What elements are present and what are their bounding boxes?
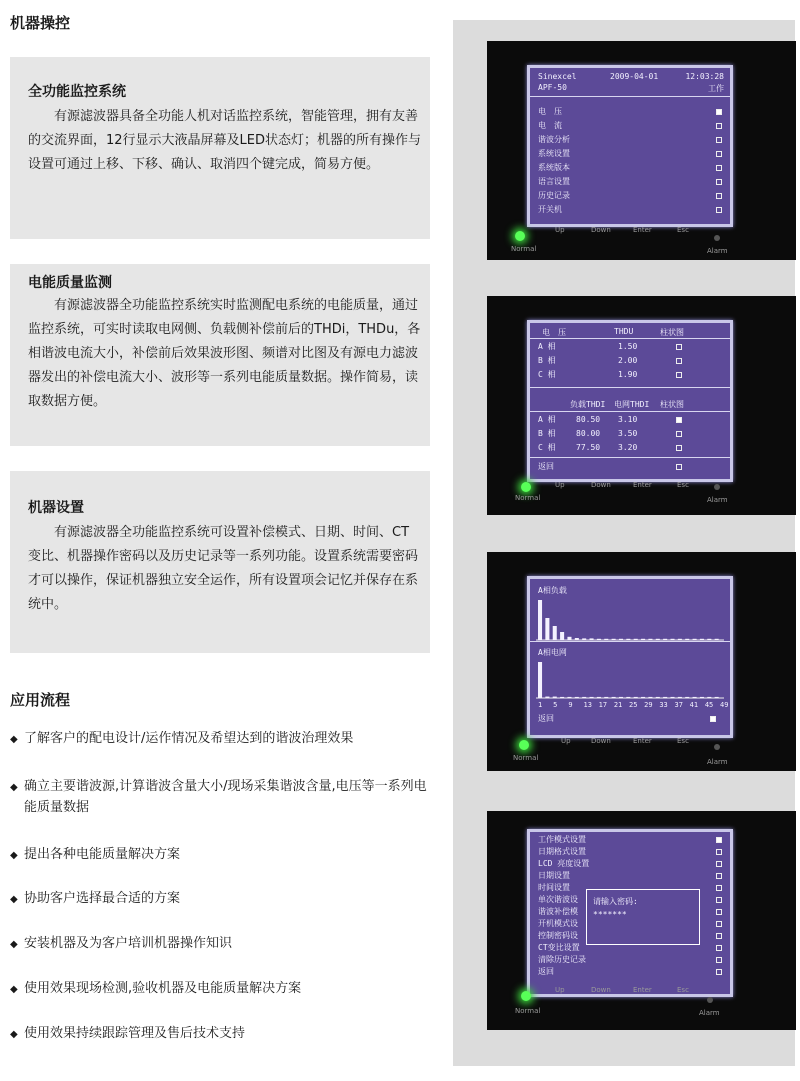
checkbox-icon [716, 885, 722, 891]
chart-title-load: A相负载 [538, 586, 567, 595]
harmonic-bar [538, 662, 542, 698]
diamond-icon: ◆ [10, 984, 18, 995]
key-down[interactable]: Down [591, 986, 611, 994]
diamond-icon: ◆ [10, 894, 18, 905]
section-title-process: 应用流程 [10, 691, 71, 709]
harmonic-bar [626, 639, 630, 640]
diamond-icon: ◆ [10, 734, 18, 745]
harmonic-bar [604, 697, 608, 698]
menu-item[interactable]: 工作模式设置 [538, 834, 722, 846]
checkbox-icon [716, 861, 722, 867]
axis-tick-label: 1 [538, 701, 543, 709]
box-title: 机器设置 [28, 500, 84, 516]
key-enter[interactable]: Enter [633, 226, 652, 234]
harmonic-bar [590, 697, 594, 698]
harmonic-bar [678, 697, 682, 698]
normal-label: Normal [513, 754, 539, 762]
axis-tick-label: 33 [659, 701, 668, 709]
password-dialog [586, 889, 700, 945]
axis-tick-label: 29 [644, 701, 653, 709]
checkbox-icon [676, 464, 682, 470]
menu-item[interactable]: 日期设置 [538, 870, 722, 882]
axis-tick-label: 21 [613, 701, 623, 709]
menu-item[interactable]: 日期格式设置 [538, 846, 722, 858]
checkbox-icon [716, 969, 722, 975]
list-item: ◆ 协助客户选择最合适的方案 [10, 888, 440, 910]
normal-led-icon [521, 991, 531, 1001]
selected-box-icon [676, 417, 682, 423]
device-thd-table [487, 296, 796, 515]
harmonic-bar [641, 697, 645, 698]
menu-item[interactable]: 开关机 [538, 204, 722, 216]
box-text: 有源滤波器全功能监控系统可设置补偿模式、日期、时间、CT变比、机器操作密码以及历史记录等一系列功能。设置系统需要密码才可以操作，保证机器独立安全运作，所有设置项会记忆并保存在系统中。 [28, 525, 419, 612]
harmonic-bar [575, 638, 579, 640]
box-text: 有源滤波器具备全功能人机对话监控系统，智能管理，拥有友善的交流界面，12行显示大液晶屏幕及LED状态灯；机器的所有操作与设置可通过上移、下移、确认、取消四个键完成，简易方便。 [28, 109, 422, 172]
device-settings [487, 811, 796, 1030]
harmonic-bar [715, 639, 719, 640]
divider [530, 96, 730, 97]
axis-tick-label: 5 [553, 701, 558, 709]
checkbox-icon [716, 873, 722, 879]
alarm-led-icon [707, 997, 713, 1003]
checkbox-icon [716, 849, 722, 855]
key-labels [487, 226, 796, 238]
harmonic-bar [597, 639, 601, 640]
password-input[interactable]: ******* [593, 910, 627, 919]
axis-tick-label: 9 [568, 701, 573, 709]
harmonic-bar [545, 697, 549, 698]
alarm-label: Alarm [707, 758, 728, 766]
axis-tick-label: 17 [598, 701, 608, 709]
normal-led-icon [521, 482, 531, 492]
back-item[interactable]: 返回 [538, 713, 722, 725]
checkbox-icon [716, 137, 722, 143]
harmonic-bar [663, 697, 667, 698]
harmonic-bar [604, 639, 608, 640]
axis-tick-label: 41 [689, 701, 699, 709]
box-title: 电能质量监测 [28, 275, 112, 291]
axis-tick-label: 37 [674, 701, 683, 709]
alarm-label: Alarm [699, 1009, 720, 1017]
feature-box-monitoring [10, 57, 430, 239]
list-item: ◆ 了解客户的配电设计/运作情况及希望达到的谐波治理效果 [10, 728, 440, 750]
back-item[interactable]: 返回 [538, 461, 722, 473]
harmonic-bar [656, 697, 660, 698]
key-down[interactable]: Down [591, 737, 611, 745]
harmonic-bar [634, 639, 638, 640]
harmonic-bar [634, 697, 638, 698]
list-item: ◆ 确立主要谐波源,计算谐波含量大小/现场采集谐波含量,电压等一系列电能质量数据 [10, 779, 427, 815]
axis-tick-label: 45 [704, 701, 714, 709]
harmonic-bar [553, 697, 557, 698]
diamond-icon: ◆ [10, 1029, 18, 1040]
checkbox-icon [716, 193, 722, 199]
menu-item[interactable]: 系统设置 [538, 148, 722, 160]
harmonic-bar [626, 697, 630, 698]
menu-item[interactable]: 电 压 [538, 106, 722, 118]
harmonic-bar [612, 639, 616, 640]
menu-item[interactable]: 历史记录 [538, 190, 722, 202]
checkbox-icon [716, 909, 722, 915]
alarm-label: Alarm [707, 247, 728, 255]
key-up[interactable]: Up [555, 986, 565, 994]
harmonic-bar [553, 626, 557, 640]
harmonic-bar [567, 697, 571, 698]
device-spectrum [487, 552, 796, 771]
harmonic-bar [670, 697, 674, 698]
menu-item[interactable]: LCD 亮度设置 [538, 858, 722, 870]
box-title: 全功能监控系统 [28, 84, 126, 100]
harmonic-bar [641, 639, 645, 640]
time-label: 12:03:28 [685, 72, 724, 81]
harmonic-bar [685, 639, 689, 640]
key-down[interactable]: Down [591, 481, 611, 489]
menu-item[interactable]: 电 流 [538, 120, 722, 132]
password-prompt: 请输入密码: [593, 897, 638, 906]
harmonic-bar [707, 639, 711, 640]
list-item: ◆ 使用效果持续跟踪管理及售后技术支持 [10, 1023, 440, 1045]
mode-label: 工作 [708, 84, 724, 93]
menu-item[interactable]: 控制密码设 [538, 930, 722, 942]
diamond-icon: ◆ [10, 782, 18, 793]
selected-box-icon [710, 716, 716, 722]
harmonic-bar [582, 638, 586, 640]
key-enter[interactable]: Enter [633, 986, 652, 994]
alarm-label: Alarm [707, 496, 728, 504]
checkbox-icon [716, 165, 722, 171]
key-up[interactable]: Up [555, 226, 565, 234]
checkbox-icon [716, 207, 722, 213]
menu-item[interactable]: 清除历史记录 [538, 954, 722, 966]
menu-item[interactable]: 开机模式设 [538, 918, 722, 930]
harmonic-bar [597, 697, 601, 698]
list-item: ◆ 安装机器及为客户培训机器操作知识 [10, 933, 440, 955]
menu-item[interactable]: 语言设置 [538, 176, 722, 188]
menu-item[interactable]: 返回 [538, 966, 722, 978]
menu-item[interactable]: 时间设置 [538, 882, 722, 894]
box-text: 有源滤波器全功能监控系统实时监测配电系统的电能质量，通过监控系统，可实时读取电网侧、负载侧补偿前后的THDi，THDu，各相谐波电流大小，补偿前后效果波形图、频谱对比图及有源电力滤波器发出的补偿电流大小、波形等一系列电能质量数据。操作简易，读取数据方便。 [28, 298, 421, 409]
menu-item[interactable]: 系统版本 [538, 162, 722, 174]
load-spectrum-chart [534, 597, 726, 641]
menu-item[interactable]: 单次谐波设 [538, 894, 722, 906]
checkbox-icon [676, 431, 682, 437]
checkbox-icon [716, 123, 722, 129]
checkbox-icon [676, 372, 682, 378]
harmonic-bar [700, 639, 704, 640]
checkbox-icon [716, 897, 722, 903]
feature-box-settings [10, 471, 430, 653]
key-esc[interactable]: Esc [677, 226, 689, 234]
checkbox-icon [716, 945, 722, 951]
diamond-icon: ◆ [10, 850, 18, 861]
chart-title-grid: A相电网 [538, 648, 567, 657]
alarm-led-icon [714, 484, 720, 490]
harmonic-bar [707, 697, 711, 698]
axis-tick-label: 49 [720, 701, 729, 709]
key-enter[interactable]: Enter [633, 737, 652, 745]
lcd-screen: 电 压 THDU 柱状图 A 相 1.50 B 相 2.00 C 相 1.90 负载THDI 电网THDI 柱状图 A 相 80.50 3.10 B 相 80.00 3.50 C 相 77.50 3.20 返回 [527, 320, 733, 482]
diamond-icon: ◆ [10, 939, 18, 950]
checkbox-icon [716, 933, 722, 939]
checkbox-icon [716, 957, 722, 963]
harmonic-bar [545, 618, 549, 640]
harmonic-bar [567, 637, 571, 640]
normal-label: Normal [515, 494, 541, 502]
harmonic-bar [590, 638, 594, 640]
feature-box-power-quality [10, 264, 430, 446]
lcd-screen [527, 65, 733, 227]
list-item: ◆ 提出各种电能质量解决方案 [10, 844, 440, 866]
model-label: APF-50 [538, 83, 567, 92]
menu-item[interactable]: CT变比设置 [538, 942, 722, 954]
normal-label: Normal [511, 245, 537, 253]
key-esc[interactable]: Esc [677, 481, 689, 489]
device-main-menu [487, 41, 796, 260]
harmonic-bar [612, 697, 616, 698]
key-down[interactable]: Down [591, 226, 611, 234]
key-esc[interactable]: Esc [677, 737, 689, 745]
harmonic-axis [534, 701, 729, 711]
harmonic-bar [619, 639, 623, 640]
harmonic-bar [715, 697, 719, 698]
lcd-screen [527, 576, 733, 738]
checkbox-icon [716, 921, 722, 927]
grid-spectrum-chart [534, 659, 726, 699]
key-up[interactable]: Up [555, 481, 565, 489]
harmonic-bar [663, 639, 667, 640]
axis-tick-label: 13 [583, 701, 592, 709]
harmonic-bar [560, 632, 564, 640]
menu-item[interactable]: 谐波补偿模 [538, 906, 722, 918]
selected-box-icon [716, 109, 722, 115]
harmonic-bar [656, 639, 660, 640]
harmonic-bar [648, 697, 652, 698]
checkbox-icon [676, 344, 682, 350]
checkbox-icon [716, 151, 722, 157]
harmonic-bar [670, 639, 674, 640]
normal-led-icon [519, 740, 529, 750]
key-up[interactable]: Up [561, 737, 571, 745]
date-label: 2009-04-01 [610, 72, 659, 81]
checkbox-icon [676, 358, 682, 364]
key-enter[interactable]: Enter [633, 481, 652, 489]
axis-tick-label: 25 [629, 701, 638, 709]
key-esc[interactable]: Esc [677, 986, 689, 994]
brand-label: Sinexcel [538, 72, 577, 81]
section-title-control: 机器操控 [10, 14, 71, 32]
harmonic-bar [538, 600, 542, 640]
alarm-led-icon [714, 235, 720, 241]
menu-item[interactable]: 谐波分析 [538, 134, 722, 146]
harmonic-bar [582, 697, 586, 698]
harmonic-bar [678, 639, 682, 640]
harmonic-bar [693, 697, 697, 698]
selected-box-icon [716, 837, 722, 843]
normal-led-icon [515, 231, 525, 241]
harmonic-bar [619, 697, 623, 698]
lcd-screen [527, 829, 733, 997]
harmonic-bar [700, 697, 704, 698]
checkbox-icon [676, 445, 682, 451]
alarm-led-icon [714, 744, 720, 750]
harmonic-bar [575, 697, 579, 698]
checkbox-icon [716, 179, 722, 185]
harmonic-bar [560, 697, 564, 698]
harmonic-bar [693, 639, 697, 640]
list-item: ◆ 使用效果现场检测,验收机器及电能质量解决方案 [10, 978, 440, 1000]
normal-label: Normal [515, 1007, 541, 1015]
harmonic-bar [648, 639, 652, 640]
harmonic-bar [685, 697, 689, 698]
